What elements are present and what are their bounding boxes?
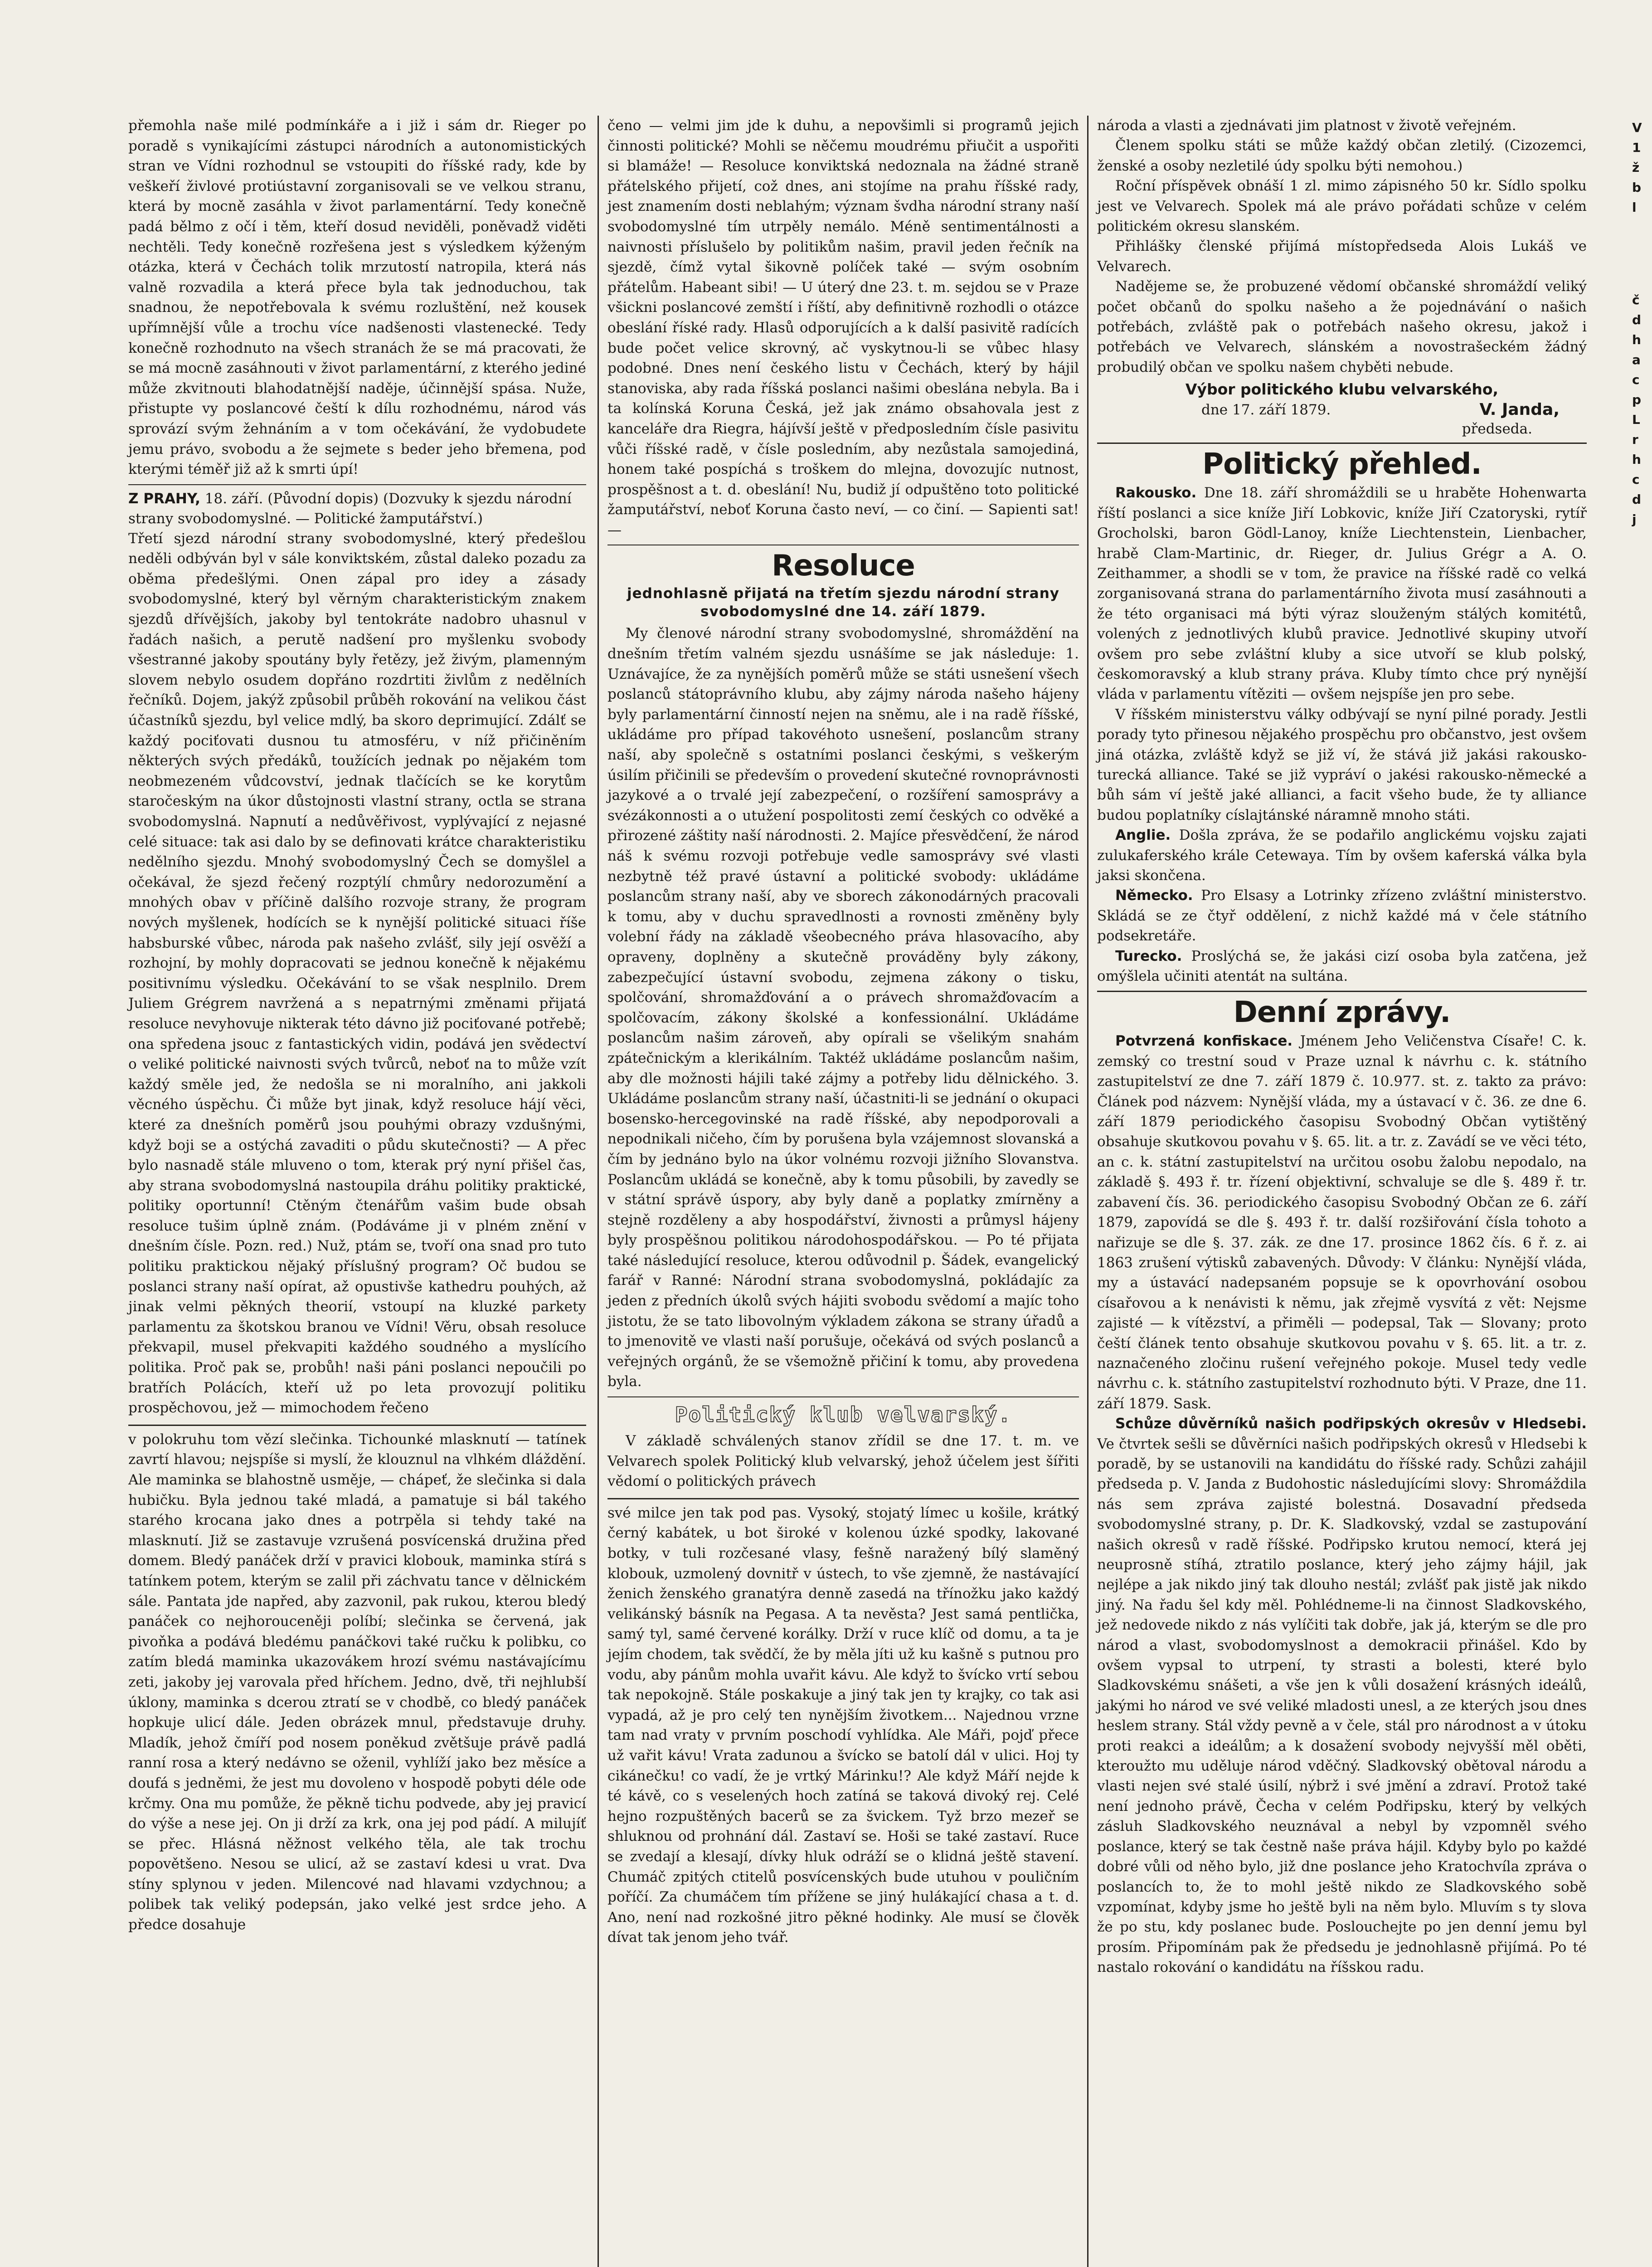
turkey-news [1097,946,1587,987]
edge-letter: c [1632,472,1640,487]
edge-letter: b [1632,180,1642,195]
germany-news [1097,885,1587,946]
dateline-rest: 18. září. (Původní dopis) (Dozvuky k sjezdu národní strany svobodomyslné. — Politické žamputářství.) [128,490,572,527]
article-continuation-text: čeno — velmi jim jde k duhu, a nepovšimli si programů jejich činnosti politické? Mohli se něčemu moudrému přiučit a uspořiti si blamáže! — Resoluce konviktská nedoznala na žádné straně přátelského přijetí, což dnes, ani stojíme na prahu říšské rady, jest znamením dosti neblahým; význam švdha národní strany naší svobodomyslné tím utrpěly nemálo. Méně sentimentálnosti a naivnosti příslušelo by politikům našim, pravil jeden řečník na sjezdě, čímž vytal šikovně políček také — svým osobním přátelům. Habeant sibi! — U úterý dne 23. t. m. sejdou se v Praze všickni poslancové zemští i říští, aby definitivně rozhodli o otázce obeslání říské rady. Hlasů odporujících a k další pasivitě radících bude počet velice skrovný, ač vyskytnou-li se vůbec hlasy podobné. Dnes není českého listu v Čechách, který by hájil stanoviska, aby rada říšská poslanci našimi obeslána nebyla. Ba i ta kolínská Koruna Česká, jež jak známo obsahovala jest z kanceláře dra Riegra, hájívší ještě v předposledním čísle pasivitu vůči říšské radě, v čísle posledním, aby nezůstala samojediná, honem také pospíchá s troškem do mlejna, dovozujíc nutnost, prospěšnost a t. d. obeslání! Nu, budiž jí odpuštěno toto politické žamputářství, neboť Koruna často neví, — co činí. — Sapienti sat! — [607,117,1079,538]
club-membership-text: Členem spolku státi se může každý občan zletilý. (Cizozemci, ženské a osoby nezletilé údy spolku býti nemohou.) [1097,137,1587,174]
feuilleton-divider [607,1498,1079,1499]
germany-text: Pro Elsasy a Lotrinky zřízeno zvláštní ministerstvo. Skládá se ze čtyř oddělení, z nichž každé má v čele státního podsekretáře. [1097,887,1587,944]
column-1 [128,116,586,1935]
edge-letter: r [1632,432,1638,447]
confiscation-text: Jménem Jeho Veličenstva Císaře! C. k. zemský co trestní soud v Praze uznal k návrhu c. k. státního zastupitelství ze dne 7. září 1879 č. 10.977. st. z. takto za právo: Článek pod názvem: Nynější vláda, my a ústavací v č. 36. ze dne 6. září 1879 periodického časopisu Svobodný Občan vytištěný obsahuje skutkovou povahu v §. 65. lit. a tr. z. Zavádí se ve věci této, an c. k. státní zastupitelství na určitou osobu žalobu nepodalo, na základě §. 493 ř. tr. řízení objektivní, schvaluje se dle §. 489 ř. tr. zabavení čís. 36. periodického časopisu Svobodný Občan ze 6. září 1879, zapovídá se dle §. 493 ř. tr. další rozšiřování čísla tohoto a nařizuje se dle §. 37. zák. ze dne 17. prosince 1862 čís. 6 ř. z. ai 1863 zrušení výtisků zabavených. Důvody: V článku: Nynější vláda, my a ústavácí nadepsaném popsuje se k opovrhování osobou císařovou a k nenávisti k němu, jak zřejmě vysvítá z vět: Nejsme zajisté — k vítězství, a přiměli — podepsal, Tak — Slovany; proto čeští článek tento obsahuje skutkovou povahu v §. 65. lit. a tr. z. naznačeného zločinu rušení veřejného pokoje. Musel tedy vedle návrhu c. k. státního zastupitelství rozhodnuto býti. V Praze, dne 11. září 1879. Sask. [1097,1033,1587,1412]
club-signature: Výbor politického klubu velvarského, [1185,380,1499,399]
turkey-text: Proslýchá se, že jakási cizí osoba byla zatčena, jež omýšlela učiniti atentát na sultána. [1097,948,1587,985]
edge-letter: h [1632,332,1641,347]
edge-letter: č [1632,292,1640,307]
turkey-label: Turecko. [1115,948,1182,964]
edge-letter: d [1632,312,1642,327]
meeting-label: Schůze důvěrníků našich podřipských okresův v Hledsebi. [1115,1416,1587,1432]
club-text: V základě schválených stanov zřídil se dne 17. t. m. ve Velvarech spolek Politický klub velvarský, jehož účelem jest šířiti vědomí o politických právech [607,1433,1079,1490]
column-rule-1 [598,116,599,2267]
column-2 [607,116,1079,1948]
edge-letter: j [1632,512,1637,527]
divider [1097,443,1587,444]
daily-news-title: Denní zprávy. [1233,996,1451,1030]
column-3 [1097,116,1587,1978]
club-fee-text: Roční příspěvek obnáší 1 zl. mimo zápisného 50 kr. Sídlo spolku jest ve Velvarech. Spolek má ale právo pořádati schůze v celém politickém okresu slanském. [1097,178,1587,235]
edge-letter: L [1632,412,1640,427]
austria-label: Rakousko. [1115,485,1197,501]
meeting-text: Ve čtvrtek sešli se důvěrníci našich podřipských okresů v Hledsebi k poradě, by se ustanovili na kandidátu do říšské rady. Schůzi zahájil předseda p. V. Janda z Budohostic následujícími slovy: Shromáždila nás sem zpráva zajisté bolestná. Dosavadní předseda svobodomyslné strany, p. Dr. K. Sladkovský, vzdal se zastupování našich okresů v radě říšské. Podřipsko krutou nemocí, která jej neuprosně stíhá, ztratilo poslance, který jeho zájmy hájil, jak nejlépe a jak nikdo jiný tak dlouho nestál; zvlášť pak jistě jak nikdo jiný. Na řadu šel kdy měl. Pohlédneme-li na činnost Sladkovského, jež nedovede nikdo z nás vylíčiti tak dobře, jak já, kterým se dle pro národ a vlast, svobodomyslnost a demokracii přinášel. Kdo by ovšem vypsal to utrpení, ty strasti a bolesti, které bylo Sladkovskému snášeti, a vše jen k vůli dosažení krásných ideálů, jakými ho národ ve své veliké mladosti unesl, a ze kterých jsou dnes heslem strany. Stál vždy pevně a v čele, stál pro národnost a v útoku proti reakci a ideálům; a k dosažení svobody nejvyšší měl oběti, kteroužto mu uděluje národ vděčný. Sladkovský obětoval národu a vlasti nejen své stalé úsilí, nýbrž i své jmění a zdraví. Protož také není jednoho právě, Čecha v celém Podřipsku, který by velkých zásluh Sladkovského neuznával a nebyl by vzpomněl svého poslance, který se tak čestně naše práva hájil. Kdyby bylo po každé dobré vůli od něho bylo, již dne poslance jeho Kratochvíla zpráva o poslancích to, že to mohl ještě nikdo ze Sladkovského sobě vzpomínat, kdyby jsme ho ještě byli na něm bylo. Mluvím s ty slova že po stu, kdy poslanec bude. Poslouchejte po jen denní jemu byl prosím. Připomínám pak že předsedu je jednohlasně přijímá. Po té nastalo rokování o kandidátu na říšskou radu. [1097,1435,1587,1976]
confiscation-news [1097,1031,1587,1414]
club-title: Politický klub velvarský. [675,1402,1012,1427]
meeting-news [1097,1414,1587,1977]
adjacent-page-edge [1632,118,1646,530]
austria-news-2: V říšském ministerstvu války odbývají se nyní pilné porady. Jestli porady tyto přinesou nějakého prospěchu pro občanstvo, jest ovšem jiná otázka, zvláště když se již ví, že stává již jakási rakousko-turecká alliance. Také se již vypráví o jakési rakousko-německé a bůh sám ví ještě jaké allianci, a facit všeho bude, že ty alliance budou poplatníky císlajtánské náramně mnoho státi. [1097,706,1587,823]
feuilleton-text: v polokruhu tom vězí slečinka. Tichounké mlasknutí — tatínek zavrtí hlavou; nejspíše si myslí, že klouznul na vlhkém dláždění. Ale maminka se blahostně usměje, — chápeť, že slečinka si dala hubičku. Byla jednou také mladá, a pamatuje si bál takého starého krocana jako dnes a potrpěla si tehdy také na mlasknutí. Již se zastavuje vzrušená posvícenská družina před domem. Bledý panáček drží v pravici klobouk, maminka stírá s tatínkem potem, kterým se zalil při záchvatu tance v dělnickém sále. Pantata jde napřed, aby zazvonil, pak rukou, kterou bledý panáček co nejhorouceněji políbí; slečinka se červená, jak pivoňka a podává bledému panáčkovi také ručku k polibku, co zatím bledá maminka ukazovákem hrozí svému nastávajícímu zeti, jakoby jej varovala před hříchem. Jedno, dvě, tři nejhlubší úklony, maminka s dcerou ztratí se v chodbě, co bledý panáček hopkuje ulicí dále. Jeden obrázek mnul, představuje druhy. Mladík, jehož čmíří pod nosem poněkud zvětšuje právě padlá ranní rosa a který nedávno se oženil, vyhlíží jako bez měsíce a doufá s jedněmi, že jest mu dovoleno v hospodě pobyti déle ode krčmy. Ona mu pomůže, že pěkně tichu podvede, aby jej pravicí do výše a nese jej. On ji drží za krk, ona jej pod pádí. A milujíť se přec. Hlásná něžnost velkého těla, ale tak trochu popovětšeno. Nesou se ulicí, až se zastaví kdesi u vrat. Dva stíny splynou v jeden. Milencové nad hlavami vzdychnou; a polibek tak veliký podepsán, jako velké jest srdce jeho. A předce dosahuje [128,1431,586,1933]
resolution-subtitle: jednohlasně přijatá na třetím sjezdu národní strany svobodomyslné dne 14. září 1879. [627,585,1059,620]
confiscation-label: Potvrzená konfiskace. [1115,1033,1293,1050]
edge-letter: h [1632,452,1641,467]
dateline-place: Z PRAHY, [128,490,200,507]
germany-label: Německo. [1115,887,1193,904]
feuilleton-divider [128,1425,586,1426]
signature-date: dne 17. září 1879. [1201,402,1331,418]
england-news [1097,825,1587,885]
divider [128,484,586,485]
signature-row [1097,400,1587,420]
signature-name: V. Janda, [1479,400,1560,419]
feuilleton-continuation-text: své milce jen tak pod pas. Vysoký, stojatý límec u košile, krátký černý kabátek, u bot široké v kolenou úzké spodky, lakované botky, v tuli rozčesané vlasy, fešně naražený bílý slaměný klobouk, uzmolený dovnitř v ústech, to vše zjemně, že nastávající ženich ženského granatýra denně zasedá na třínožku jako každý velikánský básník na Pegasa. A ta nevěsta? Jest samá pentlička, samý tyl, samé červené korálky. Drží v ruce klíč od domu, a ta je jejím chodem, tak svědčí, že by měla jíti už ku kašně s putnou pro vodu, aby pánům mohla uvařit kávu. Ale když to švícko vrtí sebou tak nepokojně. Stále poskakuje a jiný tak jen ty krajky, co tak asi vypadá, až je pro celý ten nynějším životkem... Najednou vrzne tam nad vraty v prvním poschodí vyhlídka. Ale Máři, pojď přece už vařit kávu! Vrata zadunou a švícko se batolí dál v ulici. Hoj ty cikánečku! co vadí, že je vrtký Márinku!? Ale když Máří nejde k té kávě, co s veselených hoch zatíná se taková divoký rej. Celé hejno rozpuštěných bacerů se za švickem. Tyž brzo mezeř se shluknou od prohnání dál. Zastaví se. Hoši se také zastaví. Ruce se zvedají a klesají, dívky hluk odráží se o klidná ještě stavení. Chumáč zpitých ctitelů posvícenských bude utuhou v pouličním poříčí. Za chumáčem tím přížene se jiný hulákající chasa a t. d. Ano, není nad rozkošné jitro pěkné hodinky. Ale musí se člověk dívat tak jenom jeho tvář. [607,1504,1079,1946]
club-hope-text: Nadějeme se, že probuzené vědomí občanské shromáždí veliký počet občanů do spolku našeho a že pojednávání o našich potřebách, zvláště pak o potřebách našeho okresu, jakož i potřebách ve Velvarech, slánském a novostrašeckém žádný probudilý občan ve spolku našem chyběti nebude. [1097,278,1587,375]
resolution-text: My členové národní strany svobodomyslné, shromáždění na dnešním třetím valném sjezdu usnášíme se jak následuje: 1. Uznávajíce, že za nynějších poměrů může se státi usnešení všech poslanců státoprávního klubu, aby zájmy národa našeho hájeny byly parlamentární činností nejen na sněmu, ale i na radě říšské, ukládáme pro případ takovéhoto usnešení, poslancům strany naší, aby společně s ostatními poslanci českými, s veškerým úsilím přičinili se především o provedení skutečné rovnoprávnosti jazykové a o trvalé její zabezpečení, o rozšíření samosprávy a svézákonnosti a o utužení pospolitosti zemí českých co odvěké a přirozené záštity naší národnosti. 2. Majíce přesvědčení, že národ náš k svému rozvoji potřebuje vedle samosprávy své vlasti nezbytně též pravé ústavní a politické svobody: ukládáme poslancům strany naší, aby ve sborech zákonodárných pracovali k tomu, aby v duchu spravedlnosti a rovnosti změněny byly volební řády na základě všeobecného práva hlasovacího, aby opraveny, doplněny a skutečně prováděny byly zákony, zabezpečující ústavní svobodu, zejmena zákony o tisku, spolčování, shromažďování a o právech shromažďovacím a spolčovacím, zákony školské a konfessionální. Ukládáme poslancům našim zároveň, aby opírali se všelikým snahám zpátečnickým a klerikálním. Taktéž ukládáme poslancům našim, aby dle možnosti hájili také zájmy a potřeby lidu dělnického. 3. Ukládáme poslancům strany naší, účastniti-li se jednání o okupaci bosensko-hercegovinské na radě říšské, aby nepodporovali a nepodnikali ničeho, čím by porušena byla vzájemnost slovanská a čím by jednáno bylo na úkor volnému rozvoji jižního Slovanstva. Poslancům ukládá se konečně, aby k tomu působili, by zavedly se v státní správě úspory, aby byly daně a poplatky zmírněny a stejně rozděleny a aby hospodářství, živnosti a průmysl hájeny byly prospěšnou politikou národohospodářskou. — Po té přijata také následující resoluce, kterou odůvodnil p. Šádek, evangelický farář v Ranné: Národní strana svobodomyslná, pokládajíc za jeden z předních úkolů svých hájiti svobodu svědomí a majíc toho jistotu, že se tato libovolným výkladem zákona se strany úřadů a to jmenovitě ve vlasti naší porušuje, očekává od svých poslanců a veřejných orgánů, že se všemožně přičiní k tomu, aby provedena byla. [607,625,1079,1390]
edge-letter: l [1632,200,1637,215]
divider [1097,991,1587,992]
divider [607,1396,1079,1397]
edge-letter: c [1632,372,1640,387]
club-applications-text: Přihlášky členské přijímá místopředseda Alois Lukáš ve Velvarech. [1097,238,1587,275]
resolution-title: Resoluce [772,549,915,583]
edge-letter: p [1632,392,1642,407]
dateline [128,489,586,529]
signature-role: předseda. [1462,421,1532,438]
austria-text: Dne 18. září shromáždili se u hraběte Hohenwarta říští poslanci a sice kníže Jiří Lobkovic, kníže Jiří Czatoryski, rytíř Grocholski, baron Gödl-Lanoy, kníže Liechtenstein, Lienbacher, hrabě Clam-Martinic, dr. Rieger, dr. Julius Grégr a A. O. Zeithammer, a shodli se v tom, že pravice na říšské radě co velká zorganisovaná strana do parlamentárního života musí zasáhnouti a že této organisaci má býti výraz slouženým stálých komitétů, volených z jednotlivých klubů pravice. Jednotlivé skupiny utvoří ovšem pro sebe zvláštní kluby a sice utvoří se klub polský, českomoravský a klub strany práva. Kluby tímto chce prý nynější vláda v parlamentu vítěziti — ovšem nejspíše jen pro sebe. [1097,485,1587,703]
austria-news [1097,483,1587,704]
england-text: Došla zpráva, že se podařilo anglickému vojsku zajati zulukaferského krále Cetewaya. Tím by ovšem kaferská válka byla jaksi skončena. [1097,827,1587,884]
club-text-continued: národa a vlasti a zjednávati jim platnost v životě veřejném. [1097,117,1516,134]
england-label: Anglie. [1115,827,1171,844]
edge-letter: 1 [1632,140,1641,155]
edge-letter: V [1632,120,1642,135]
edge-letter: d [1632,492,1642,507]
edge-letter: ž [1632,160,1640,175]
column-rule-2 [1087,116,1088,2267]
article-prague-text: Třetí sjezd národní strany svobodomyslné, který předešlou neděli odbýván byl v sále konviktském, zůstal daleko pozadu za oběma předešlými. Onen zápal pro idey a zásady svobodomyslné, který byl věrným charakteristickým znakem sjezdů dřívějších, jakoby byl tentokráte nadobro uhasnul v řadách našich, a perutě nadšení pro myšlenku svobody všestranné jakoby spoutány byly řetězy, jež živým, plamenným slovem nebylo osudem dopřáno rozdrtiti živlům z nedělních řečníků. Dojem, jakýž způsobil průběh rokování na velikou část účastníků sjezdu, byl velice mdlý, ba skoro deprimující. Zdálť se každý pociťovati dusnou tu atmosféru, v níž přičiněním některých svých předáků, toužících jednak po nějakém tom neobmezeném vůdcovství, jednak tlačících se ke korytům staročeským na úkor důstojnosti vlastní strany, octla se strana svobodomyslná. Napnutí a nedůvěřivost, vyplývající z nejasné celé situace: tak asi dalo by se definovati krátce charakteristiku nedělního sjezdu. Mnohý svobodomyslný Čech se domyšlel a očekával, že sjezd řečený rozptýlí chmůry nedorozumění a mnohých obav v příčině dalšího rozvoje strany, že program nových myšlenek, hodících se k nynější politické situaci říše habsburské vůbec, národa pak našeho zvlášť, sily její osvěží a rozhojní, by mohly dopracovati se jednou konečně k nějakému positivnímu výsledku. Očekávání to se však nesplnilo. Drem Juliem Grégrem navržená a s nepatrnými změnami přijatá resoluce nevyhovuje nikterak této dávno již pociťované potřebě; ona spředena jsouc z fantastických vidin, podává jen svědectví o veliké politické naivnosti svých tvůrců, neboť na to může vzít každý směle jed, že nedošla se ni moralního, ani jakkoli věcného úspěchu. Či může byt jinak, když resoluce hájí věci, které za dnešních poměrů jsou pouhými obrazy vzdušnými, když boji se a ostýchá zavaditi o půdu skutečnosti? — A přec bylo nasnadě stále mluveno o tom, kterak prý nyní přišel čas, aby strana svobodomyslná nastoupila dráhu politiky praktické, politiky oportunní! Ctěným čtenářům vašim bude obsah resoluce tušim úplně znám. (Podáváme ji v plném znění v dnešním čísle. Pozn. red.) Nuž, ptám se, tvoří ona snad pro tuto politiku praktickou nějaký příslušný program? Oč budou se poslanci strany naší opírat, až opustivše kathedru pouhých, až jinak velmi pěkných theorií, vstoupí na kluzké parkety parlamentu za škotskou branou ve Vídni! Věru, obsah resoluce překvapil, musel překvapiti každého soudného a myslícího politika. Proč pak se, probůh! naši páni poslanci nepoučili po bratřích Polácích, kteří už po leta provozují politiku prospěchovou, jež — mimochodem řečeno [128,530,586,1416]
political-review-title: Politický přehled. [1202,448,1482,482]
article-intro-text: přemohla naše milé podmínkáře a i již i sám dr. Rieger po poradě s vynikajícími zástupci národních a autonomistických stran ve Vídni rozhodnul se vstoupiti do říšské rady, kde by veškeří živlové protiústavní zorganisovali se ve velkou stranu, která by mocně zasáhla v život parlamentární. Tedy konečně padá bělmo z očí i těm, kteří dosud neviděli, poněvadž viděti nechtěli. Tedy konečně rozřešena jest s výsledkem kýženým otázka, která v Čechách tolik mrzutostí natropila, která nás valně rozvadila a která přece byla tak jednoduchou, tak snadnou, že nepotřebovala k svému rozluštění, než kousek upřímnější vůle a trochu více nadšenosti vlastenecké. Tedy konečně rozhodnuto na všech stranách že se má pracovati, že se má mocně zasáhnouti v život parlamentární, z kterého jediné může zkvitnouti blahodatnější naděje, účinnější spása. Nuže, přistupte vy poslancové čeští k dílu rozhodnému, národ vás sprovází svým žehnáním a v tom očekávání, že vydobudete jemu právo, svobodu a že sejmete s beder jeho břemena, pod kterými téměř již až k smrti úpí! [128,117,586,478]
edge-letter: a [1632,352,1641,367]
